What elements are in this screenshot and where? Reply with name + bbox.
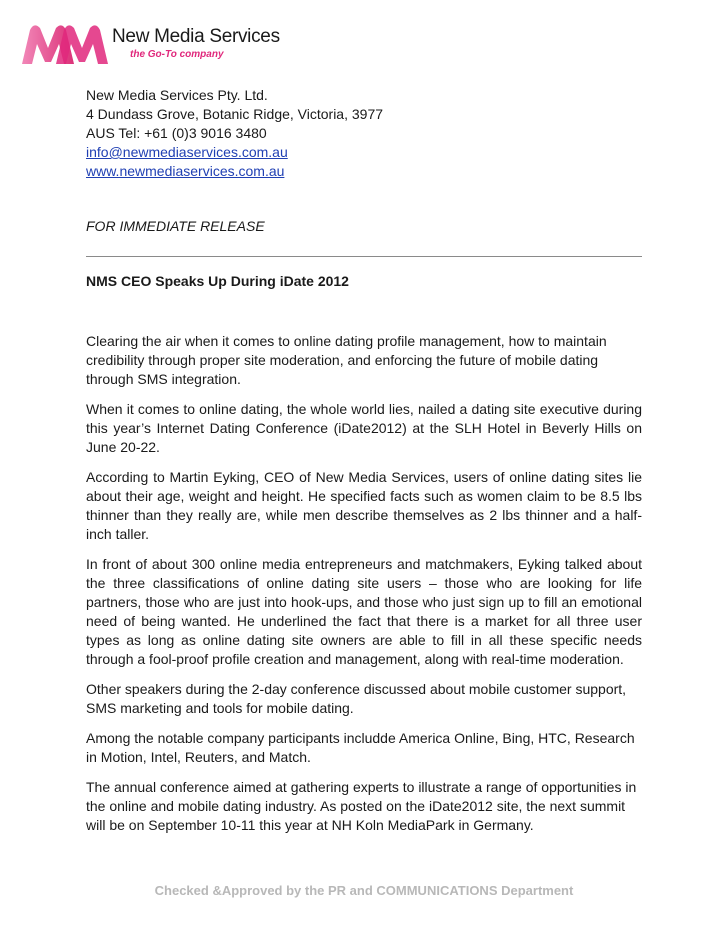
logo-name: New Media Services xyxy=(112,26,280,47)
paragraph-3: According to Martin Eyking, CEO of New Media Services, users of online dating sites lie about their age, weight and height. He specified facts such as women claim to be 8.5 lbs thinner than they really are, while men describe themselves as 2 lbs thinner and a half-inch taller. xyxy=(86,469,642,542)
logo-tagline: the Go-To company xyxy=(130,49,224,60)
company-logo xyxy=(20,20,280,68)
paragraph-7: The annual conference aimed at gathering experts to illustrate a range of opportunities in the online and mobile dating industry. As posted on the iDate2012 site, the next summit will be on September 10-11 this year at NH Koln MediaPark in Germany. xyxy=(86,779,637,833)
email-link[interactable]: info@newmediaservices.com.au xyxy=(86,144,288,160)
release-label: FOR IMMEDIATE RELEASE xyxy=(86,218,265,234)
header-block xyxy=(86,86,642,250)
paragraph-1: Clearing the air when it comes to online dating profile management, how to maintain credibility through proper site moderation, and enforcing the future of mobile dating through SMS integration. xyxy=(86,333,607,387)
phone-number: AUS Tel: +61 (0)3 9016 3480 xyxy=(86,125,267,141)
paragraph-6: Among the notable company participants includde America Online, Bing, HTC, Research in Motion, Intel, Reuters, and Match. xyxy=(86,730,635,765)
paragraph-2: When it comes to online dating, the whole world lies, nailed a dating site executive during this year’s Internet Dating Conference (iDate2012) at the SLH Hotel in Beverly Hills on June 20-22. xyxy=(86,401,642,455)
approval-footer: Checked &Approved by the PR and COMMUNICATIONS Department xyxy=(154,883,574,898)
paragraph-4: In front of about 300 online media entrepreneurs and matchmakers, Eyking talked about the three classifications of online dating site users – those who are looking for life partners, those who are just into hook-ups, and those who just sign up to fill an emotional need of being wanted. He underlined the fact that there is a market for all three user types as long as online dating site owners are able to fill in all these specific needs through a fool-proof profile creation and management, along with real-time moderation. xyxy=(86,556,642,667)
website-link[interactable]: www.newmediaservices.com.au xyxy=(86,163,285,179)
street-address: 4 Dundass Grove, Botanic Ridge, Victoria, 3977 xyxy=(86,106,384,122)
headline: NMS CEO Speaks Up During iDate 2012 xyxy=(86,273,349,289)
paragraph-5: Other speakers during the 2-day conference discussed about mobile customer support, SMS marketing and tools for mobile dating. xyxy=(86,681,627,716)
company-address xyxy=(86,86,642,181)
divider xyxy=(86,256,642,257)
article-body xyxy=(86,332,642,846)
company-name: New Media Services Pty. Ltd. xyxy=(86,87,268,103)
logo-mark-icon xyxy=(20,20,110,68)
